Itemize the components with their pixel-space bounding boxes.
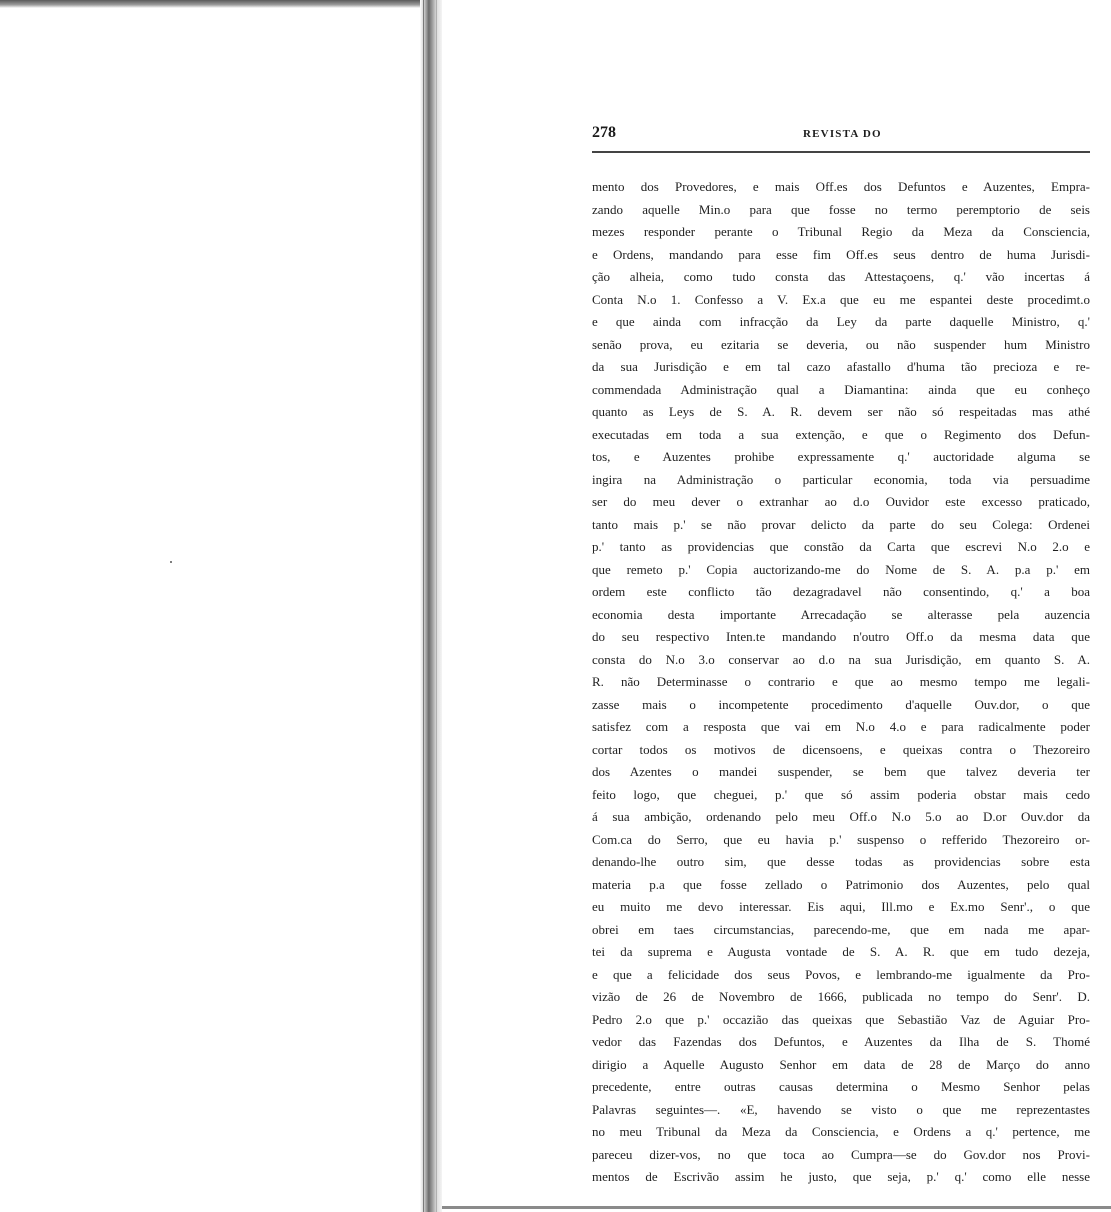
scan-speck (170, 561, 172, 563)
text-line: pareceu dizer-vos, no que toca ao Cumpra—se do Gov.dor nos Provi- (592, 1146, 1090, 1162)
text-line: R. não Determinasse o contrario e que ao mesmo tempo me legali- (592, 674, 1090, 689)
text-line: precedente, entre outras causas determina o Mesmo Senhor pelas (592, 1079, 1090, 1094)
text-line: zando aquelle Min.o para que fosse no termo peremptorio de seis (592, 201, 1090, 217)
text-line: dirigio a Aquelle Augusto Senhor em data de 28 de Março do anno (592, 1056, 1090, 1072)
text-line: mezes responder perante o Tribunal Regio da Meza da Consciencia, (592, 224, 1090, 239)
text-line: tei da suprema e Augusta vontade de S. A. R. que em tudo dezeja, (592, 944, 1090, 959)
text-line: zasse mais o incompetente procedimento d'aquelle Ouv.dor, o que (592, 696, 1090, 712)
header-rule (592, 151, 1090, 153)
text-line: denando-lhe outro sim, que desse todas as providencias sobre esta (592, 854, 1090, 869)
text-line: tos, e Auzentes prohibe expressamente q.' auctoridade alguma se (592, 449, 1090, 464)
page-bottom-edge (442, 1206, 1111, 1209)
text-line: ingira na Administração o particular economia, toda via persuadime (592, 471, 1090, 487)
body-text (592, 176, 1090, 1189)
text-line: e Ordens, mandando para esse fim Off.es seus dentro de huma Jurisdi- (592, 246, 1090, 262)
text-line: economia desta importante Arrecadação se alterasse pela auzencia (592, 606, 1090, 622)
text-line: commendada Administração qual a Diamantina: ainda que eu conheço (592, 381, 1090, 397)
page-number: 278 (592, 124, 616, 141)
text-line: feito logo, que cheguei, p.' que só assim poderia obstar mais cedo (592, 786, 1090, 802)
text-line: senão prova, eu ezitaria se deveria, ou não suspender hum Ministro (592, 336, 1090, 352)
text-line: e que a felicidade dos seus Povos, e lembrando-me igualmente da Pro- (592, 966, 1090, 982)
text-line: e que ainda com infracção da Ley da parte daquelle Ministro, q.' (592, 314, 1090, 329)
page-header (592, 124, 1090, 150)
text-line: Palavras seguintes—. «E, havendo se visto o que me reprezentastes (592, 1101, 1090, 1117)
text-line: Com.ca do Serro, que eu havia p.' suspenso o refferido Thezoreiro or- (592, 831, 1090, 847)
gutter-line (436, 0, 437, 1212)
text-line: da sua Jurisdição e em tal cazo afastallo d'huma tão precioza e re- (592, 359, 1090, 374)
text-line: eu muito me devo interessar. Eis aqui, Ill.mo e Ex.mo Senr'., o que (592, 899, 1090, 914)
text-line: p.' tanto as providencias que constão da Carta que escrevi N.o 2.o e (592, 539, 1090, 554)
text-line: mentos de Escrivão assim he justo, que seja, p.' q.' como elle nesse (592, 1169, 1090, 1184)
text-line: consta do N.o 3.o conservar ao d.o na sua Jurisdição, em quanto S. A. (592, 651, 1090, 667)
text-line: obrei em taes circumstancias, parecendo-me, que em nada me apar- (592, 921, 1090, 937)
text-line: ção alheia, como tudo consta das Attestaçoens, q.' vão incertas á (592, 269, 1090, 284)
text-line: do seu respectivo Inten.te mandando n'outro Off.o da mesma data que (592, 629, 1090, 644)
text-line: ordem este conflicto tão dezagradavel não consentindo, q.' a boa (592, 584, 1090, 599)
text-line: Conta N.o 1. Confesso a V. Ex.a que eu me espantei deste procedimt.o (592, 291, 1090, 307)
text-line: á sua ambição, ordenando pelo meu Off.o N.o 5.o ao D.or Ouv.dor da (592, 809, 1090, 824)
text-line: que remeto p.' Copia auctorizando-me do Nome de S. A. p.a p.' em (592, 561, 1090, 577)
running-head: REVISTA DO (803, 128, 882, 140)
text-line: ser do meu dever o extranhar ao d.o Ouvidor este excesso praticado, (592, 494, 1090, 509)
text-line: mento dos Provedores, e mais Off.es dos Defuntos e Auzentes, Empra- (592, 179, 1090, 194)
text-line: cortar todos os motivos de dicensoens, e queixas contra o Thezoreiro (592, 741, 1090, 757)
text-line: quanto as Leys de S. A. R. devem ser não só respeitadas mas athé (592, 404, 1090, 419)
text-line: tanto mais p.' se não provar delicto da parte do seu Colega: Ordenei (592, 516, 1090, 532)
text-line: vedor das Fazendas dos Defuntos, e Auzentes da Ilha de S. Thomé (592, 1034, 1090, 1049)
text-line: satisfez com a resposta que vai em N.o 4.o e para radicalmente poder (592, 719, 1090, 734)
text-line: executadas em toda a sua extenção, e que o Regimento dos Defun- (592, 426, 1090, 442)
gutter-line (423, 0, 424, 1212)
text-line: vizão de 26 de Novembro de 1666, publicada no tempo do Senr'. D. (592, 989, 1090, 1004)
text-line: materia p.a que fosse zellado o Patrimonio dos Auzentes, pelo qual (592, 876, 1090, 892)
left-page (0, 0, 420, 1212)
text-line: dos Azentes o mandei suspender, se bem que talvez deveria ter (592, 764, 1090, 779)
text-line: Pedro 2.o que p.' occazião das queixas que Sebastião Vaz de Aguiar Pro- (592, 1011, 1090, 1027)
text-line: no meu Tribunal da Meza da Consciencia, e Ordens a q.' pertence, me (592, 1124, 1090, 1139)
